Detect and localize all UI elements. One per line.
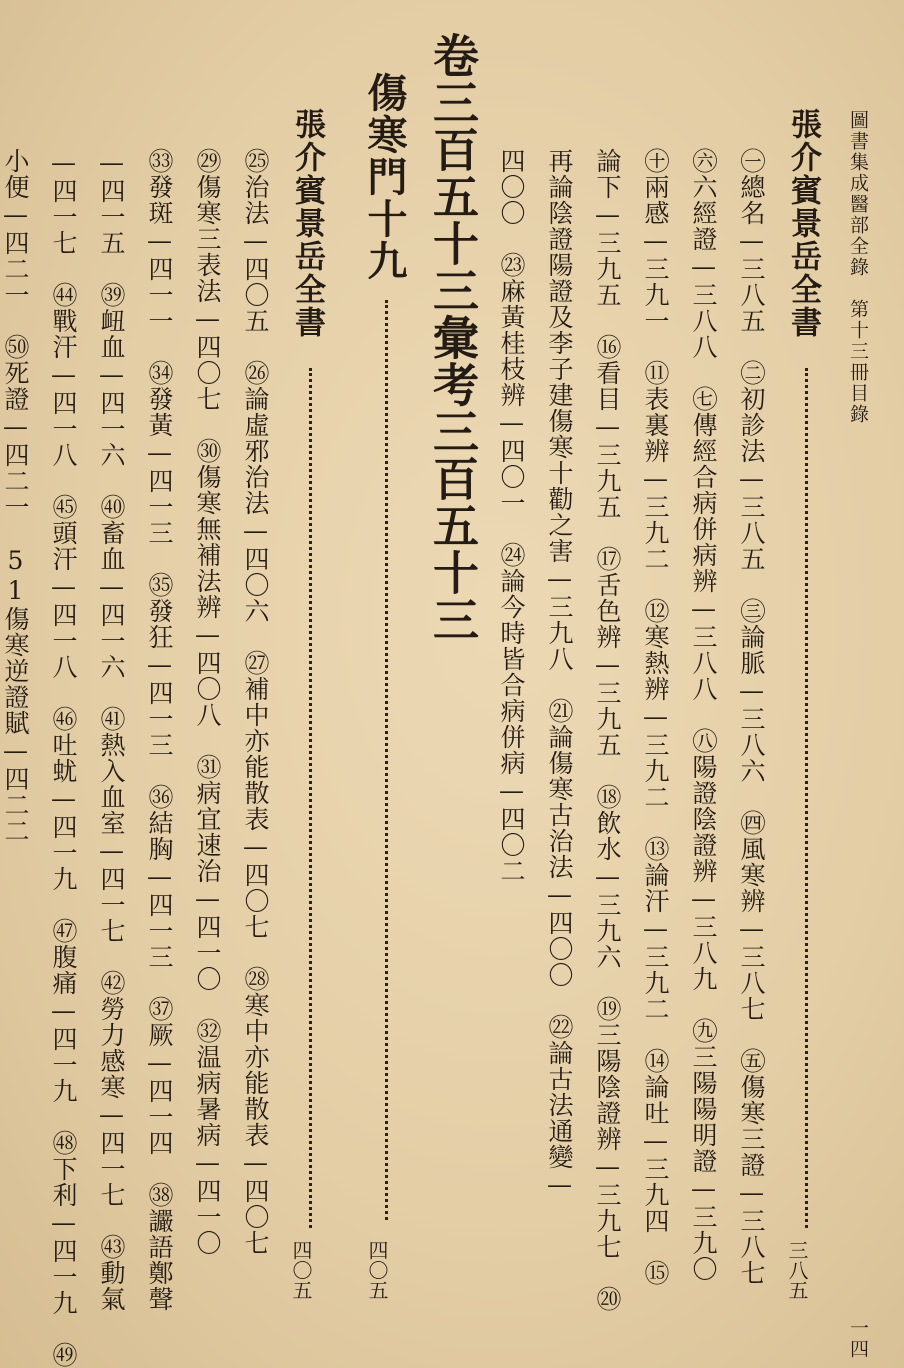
leader-dots [805, 368, 808, 1228]
section-heading: 傷寒門十九 [361, 72, 408, 282]
book-title: 圖書集成醫部全錄 第十三冊目錄 [847, 110, 869, 425]
bottom-line-4: —四一五 ㊴衄血—四一六 ㊵畜血—四一六 ㊶熱入血室—四一七 ㊷勞力感寒—四一七 ㊸動氣 [97, 148, 126, 1312]
top-section-page-ref: 三八五 [785, 1240, 809, 1300]
bottom-line-5: —四一七 ㊹戰汗—四一八 ㊺頭汗—四一八 ㊻吐蚘—四一九 ㊼腹痛—四一九 ㊽下利—四一九 ㊾ [49, 148, 78, 1368]
bottom-line-1: ㉕治法—四〇五 ㉖論虛邪治法—四〇六 ㉗補中亦能散表—四〇七 ㉘寒中亦能散表—四〇七 [241, 148, 270, 1256]
top-line-2: ㊅六經證—三八八 ㊆傳經合病併病辨—三八八 ㊇陽證陰證辨—三八九 ㊈三陽陽明證—三九〇 [689, 148, 718, 1282]
bottom-line-2: ㉙傷寒三表法—四〇七 ㉚傷寒無補法辨—四〇八 ㉛病宜速治—四一〇 ㉜温病暑病—四一〇 [193, 148, 222, 1256]
top-line-3: ㊉兩感—三九一 ⑪表裏辨—三九二 ⑫寒熱辨—三九二 ⑬論汗—三九二 ⑭論吐—三九四 ⑮ [641, 148, 670, 1286]
section-page-ref: 四〇五 [365, 1240, 389, 1300]
top-section-title: 張介賓景岳全書 [785, 108, 821, 339]
top-line-4: 論下—三九五 ⑯看目—三九五 ⑰舌色辨—三九五 ⑱飲水—三九六 ⑲三陽陰證辨—三九七 ⑳ [593, 148, 622, 1312]
top-line-1: ㊀總名—三八五 ㊁初診法—三八五 ㊂論脈—三八六 ㊃風寒辨—三八七 ㊄傷寒三證—三八七 [737, 148, 766, 1286]
volume-heading: 卷三百五十三彙考三百五十三 [426, 32, 480, 643]
bottom-line-6: 小便—四二一 ㊿死證—四二一 51傷寒逆證賦—四二二 [1, 148, 30, 844]
leader-dots [309, 368, 312, 1228]
leader-dots [385, 300, 388, 1220]
bottom-section-title: 張介賓景岳全書 [289, 108, 325, 339]
top-line-6: 四〇〇 ㉓麻黃桂枝辨—四〇一 ㉔論今時皆合病併病—四〇二 [497, 148, 526, 884]
top-line-5: 再論陰證陽證及李子建傷寒十勸之害—三九八 ㉑論傷寒古治法—四〇〇 ㉒論古法通變— [545, 148, 574, 1200]
bottom-section-page-ref: 四〇五 [289, 1240, 313, 1300]
running-header [845, 110, 872, 1360]
page-number: 一四 [847, 1318, 869, 1360]
bottom-line-3: ㉝發斑—四一一 ㉞發黃—四一三 ㉟發狂—四一三 ㊱結胸—四一三 ㊲厥—四一四 ㊳讝語鄭聲 [145, 148, 174, 1312]
